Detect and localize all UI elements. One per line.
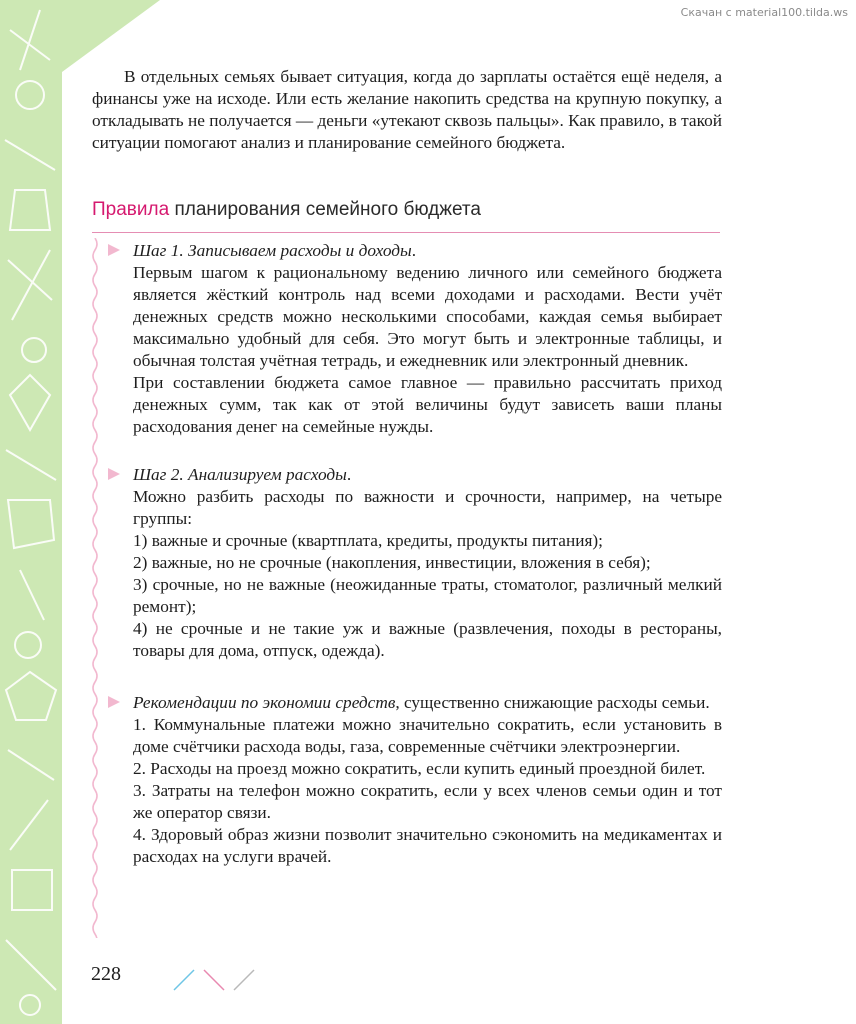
intro-paragraph: В отдельных семьях бывает ситуация, когда до зарплаты остаётся ещё неделя, а финансы уже на исходе. Или есть желание накопить средства на крупную покупку, а откладывать не получается — деньги «утекают сквозь пальцы». Как правило, в такой ситуации помогают анализ и планирование семейного бюджета.: [92, 67, 722, 152]
page-number: 228: [91, 963, 121, 985]
rule-heading: Шаг 1. Записываем расходы и доходы.: [133, 241, 417, 260]
rule-paragraph: Первым шагом к рациональному ведению личного или семейного бюджета является жёсткий контроль над всеми доходами и расходами. Вести учёт денежных средств можно несколькими способами, каждая семья выбирает максимально удобный для себя. Это могут быть и электронные таблицы, и обычная толстая учётная тетрадь, и ежедневник или электронный дневник.: [133, 263, 722, 370]
rule-step-2: [107, 464, 722, 662]
rule-heading: Рекомендации по экономии средств, существенно снижающие расходы семьи.: [133, 693, 710, 712]
section-title: [92, 199, 481, 221]
rule-heading: Шаг 2. Анализируем расходы.: [133, 465, 352, 484]
rule-list-item: 4. Здоровый образ жизни позволит значительно сэкономить на медикаментах и расходах на услуги врачей.: [133, 825, 722, 866]
rule-list-item: 2. Расходы на проезд можно сократить, если купить единый проездной билет.: [133, 759, 706, 778]
rule-paragraph: Можно разбить расходы по важности и срочности, например, на четыре группы:: [133, 487, 722, 528]
rule-recommendations: [107, 692, 722, 868]
triangle-bullet-icon: [107, 467, 121, 481]
triangle-bullet-icon: [107, 695, 121, 709]
rule-step-1: [107, 240, 722, 438]
section-title-accent: Правила: [92, 199, 170, 220]
rule-paragraph: При составлении бюджета самое главное — правильно рассчитать приход денежных сумм, так как от этой величины будут зависеть ваши планы расходования денег на семейные нужды.: [133, 373, 722, 436]
section-title-rest: планирования семейного бюджета: [174, 199, 481, 220]
wavy-margin-line: [90, 238, 100, 938]
watermark: Скачан с material100.tilda.ws: [680, 6, 848, 19]
section-title-rule: [92, 232, 720, 233]
triangle-bullet-icon: [107, 243, 121, 257]
rule-list-item: 3. Затраты на телефон можно сократить, если у всех членов семьи один и тот же оператор связи.: [133, 781, 722, 822]
footer-decoration: [170, 966, 260, 992]
rule-list-item: 1) важные и срочные (квартплата, кредиты, продукты питания);: [133, 531, 603, 550]
rule-list-item: 2) важные, но не срочные (накопления, инвестиции, вложения в себя);: [133, 553, 651, 572]
rule-list-item: 3) срочные, но не важные (неожиданные траты, стоматолог, различный мелкий ремонт);: [133, 575, 722, 616]
rule-list-item: 4) не срочные и не такие уж и важные (развлечения, походы в рестораны, товары для дома, отпуск, одежда).: [133, 619, 722, 660]
rule-list-item: 1. Коммунальные платежи можно значительно сократить, если установить в доме счётчики расхода воды, газа, современные счётчики электроэнергии.: [133, 715, 722, 756]
